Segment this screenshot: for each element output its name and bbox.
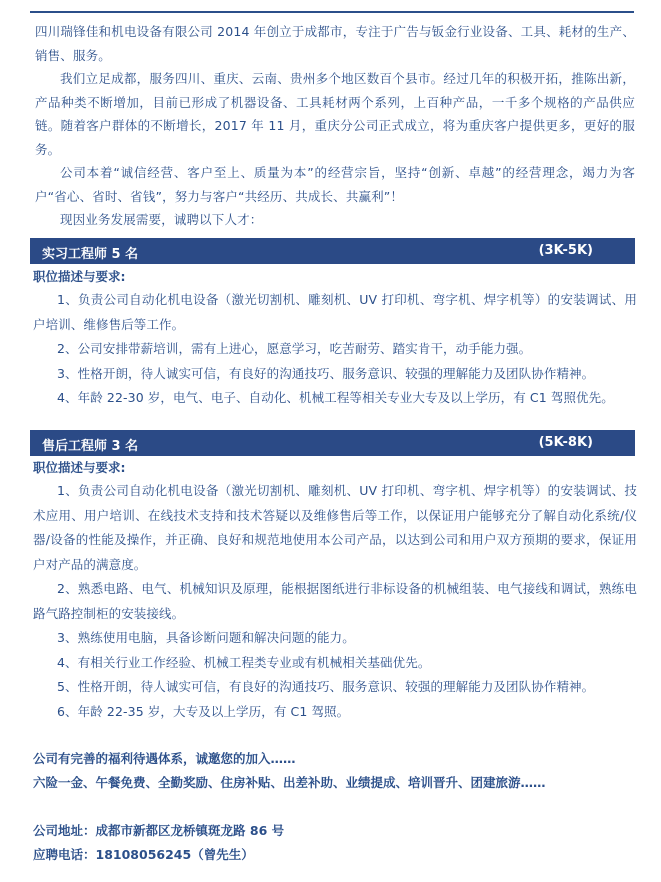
company-intro bbox=[35, 20, 635, 232]
requirement-item: 1、负责公司自动化机电设备（激光切割机、雕刻机、UV 打印机、弯字机、焊字机等）的安装调试、用户培训、维修售后等工作。 bbox=[33, 292, 637, 332]
section-heading: 职位描述与要求: bbox=[33, 460, 126, 475]
phone-line bbox=[33, 843, 637, 867]
benefits-intro: 公司有完善的福利待遇体系，诚邀您的加入…… bbox=[33, 751, 296, 766]
phone-label: 应聘电话： bbox=[33, 847, 96, 862]
job-title: 实习工程师 5 名 bbox=[42, 247, 139, 262]
job-salary: (3K-5K) bbox=[538, 243, 593, 258]
job-title-bar-after-sales bbox=[30, 430, 635, 456]
intro-paragraph: 四川瑞锋佳和机电设备有限公司 2014 年创立于成都市，专注于广告与钣金行业设备、工具、耗材的生产、销售、服务。 bbox=[35, 24, 635, 63]
requirement-item: 1、负责公司自动化机电设备（激光切割机、雕刻机、UV 打印机、弯字机、焊字机等）的安装调试、技术应用、用户培训、在线技术支持和技术答疑以及维修售后等工作，以保证用户能够充分了解自动化系统/仪器/设备的性能及操作，并正确、良好和规范地使用本公司产品，以达到公司和用户双方预期的要求，保证用户对产品的满意度。 bbox=[33, 483, 637, 572]
requirement-item: 4、年龄 22-30 岁，电气、电子、自动化、机械工程等相关专业大专及以上学历，有 C1 驾照优先。 bbox=[57, 390, 614, 405]
address-value: 成都市新都区龙桥镇斑龙路 86 号 bbox=[95, 823, 285, 838]
top-divider bbox=[30, 11, 634, 13]
requirement-item: 2、公司安排带薪培训，需有上进心，愿意学习，吃苦耐劳、踏实肯干，动手能力强。 bbox=[57, 341, 532, 356]
intro-paragraph: 公司本着“诚信经营、客户至上、质量为本”的经营宗旨，坚持“创新、卓越”的经营理念，竭力为客户“省心、省时、省钱”，努力与客户“共经历、共成长、共赢利”！ bbox=[35, 165, 635, 204]
job-description-intern bbox=[33, 266, 637, 411]
requirement-item: 6、年龄 22-35 岁，大专及以上学历，有 C1 驾照。 bbox=[57, 703, 350, 719]
benefits-list: 六险一金、午餐免费、全勤奖励、住房补贴、出差补助、业绩提成、培训晋升、团建旅游…… bbox=[33, 775, 546, 790]
spacer bbox=[33, 795, 637, 819]
requirement-item: 4、有相关行业工作经验、机械工程类专业或有机械相关基础优先。 bbox=[57, 654, 431, 670]
job-title-bar-intern bbox=[30, 238, 635, 264]
address-label: 公司地址： bbox=[33, 823, 96, 838]
requirement-item: 5、性格开朗，待人诚实可信，有良好的沟通技巧、服务意识、较强的理解能力及团队协作精神。 bbox=[57, 679, 595, 694]
job-description-after-sales bbox=[33, 457, 637, 724]
phone-value: 18108056245（曾先生） bbox=[95, 847, 254, 862]
requirement-item: 3、熟练使用电脑，具备诊断问题和解决问题的能力。 bbox=[57, 630, 355, 645]
requirement-item: 3、性格开朗，待人诚实可信，有良好的沟通技巧、服务意识、较强的理解能力及团队协作精神。 bbox=[57, 365, 595, 381]
footer-info bbox=[33, 747, 637, 867]
job-title: 售后工程师 3 名 bbox=[42, 439, 139, 454]
intro-paragraph: 我们立足成都，服务四川、重庆、云南、贵州多个地区数百个县市。经过几年的积极开拓，推陈出新，产品种类不断增加，目前已形成了机器设备、工具耗材两个系列，上百种产品，一千多个规格的产品供应链。随着客户群体的不断增长，2017 年 11 月，重庆分公司正式成立，将为重庆客户提供更多，更好的服务。 bbox=[35, 71, 635, 157]
address-line bbox=[33, 819, 637, 843]
requirement-item: 2、熟悉电路、电气、机械知识及原理，能根据图纸进行非标设备的机械组装、电气接线和调试，熟练电路气路控制柜的安装接线。 bbox=[33, 581, 637, 621]
job-salary: (5K-8K) bbox=[538, 435, 593, 450]
section-heading: 职位描述与要求: bbox=[33, 269, 126, 284]
intro-paragraph: 现因业务发展需要，诚聘以下人才： bbox=[60, 212, 263, 227]
